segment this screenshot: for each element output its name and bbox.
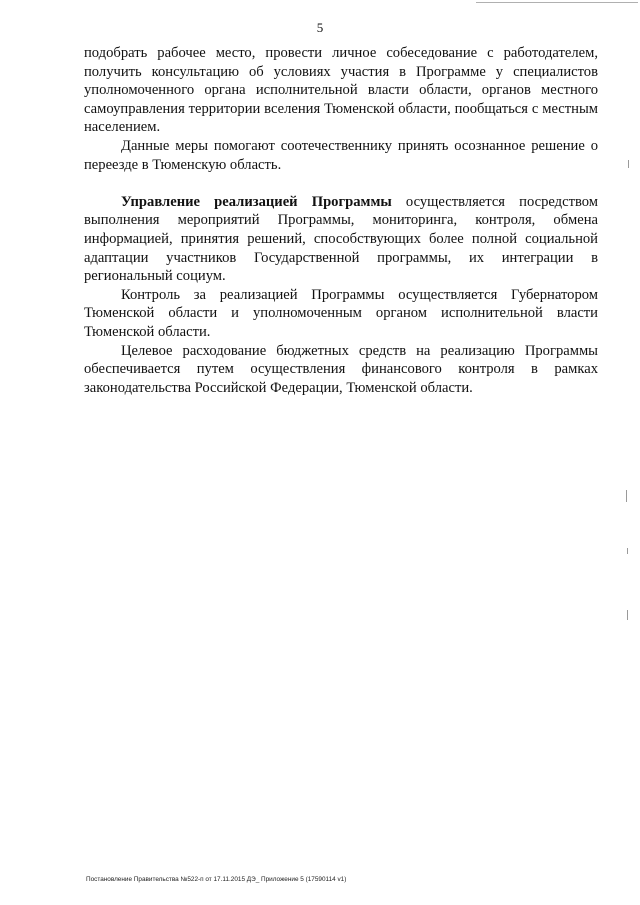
- document-footer: Постановление Правительства №522-п от 17.11.2015 ДЭ_ Приложение 5 (17590114 v1): [86, 876, 347, 883]
- scan-edge-mark: [626, 490, 627, 502]
- paragraph-control: Контроль за реализацией Программы осуществляется Губернатором Тюменской области и уполномоченным органом исполнительной власти Тюменской области.: [84, 286, 598, 340]
- paragraph-decision: Данные меры помогают соотечественнику принять осознанное решение о переезде в Тюменскую область.: [84, 137, 598, 173]
- document-body: [84, 44, 598, 397]
- scan-edge-mark: [628, 160, 629, 168]
- paragraph-continuation: подобрать рабочее место, провести личное собеседование с работодателем, получить консультацию об условиях участия в Программе у специалистов уполномоченного органа исполнительной власти области, органов местного самоуправления территории вселения Тюменской области, пообщаться с местным населением.: [84, 45, 598, 136]
- scan-edge-mark: [627, 548, 628, 554]
- paragraph-program-management: [84, 193, 598, 286]
- scan-edge-line: [476, 2, 638, 3]
- scan-edge-mark: [627, 610, 628, 620]
- program-management-text: осуществляется посредством выполнения мероприятий Программы, мониторинга, контроля, обмена информацией, принятия решений, способствующих более полной социальной адаптации участников Государственной программы, их интеграции в региональный социум.: [84, 193, 598, 285]
- program-management-heading: Управление реализацией Программы: [121, 193, 392, 210]
- page-number: 5: [316, 20, 324, 35]
- paragraph-budget: Целевое расходование бюджетных средств на реализацию Программы обеспечивается путем осуществления финансового контроля в рамках законодательства Российской Федерации, Тюменской области.: [84, 342, 598, 396]
